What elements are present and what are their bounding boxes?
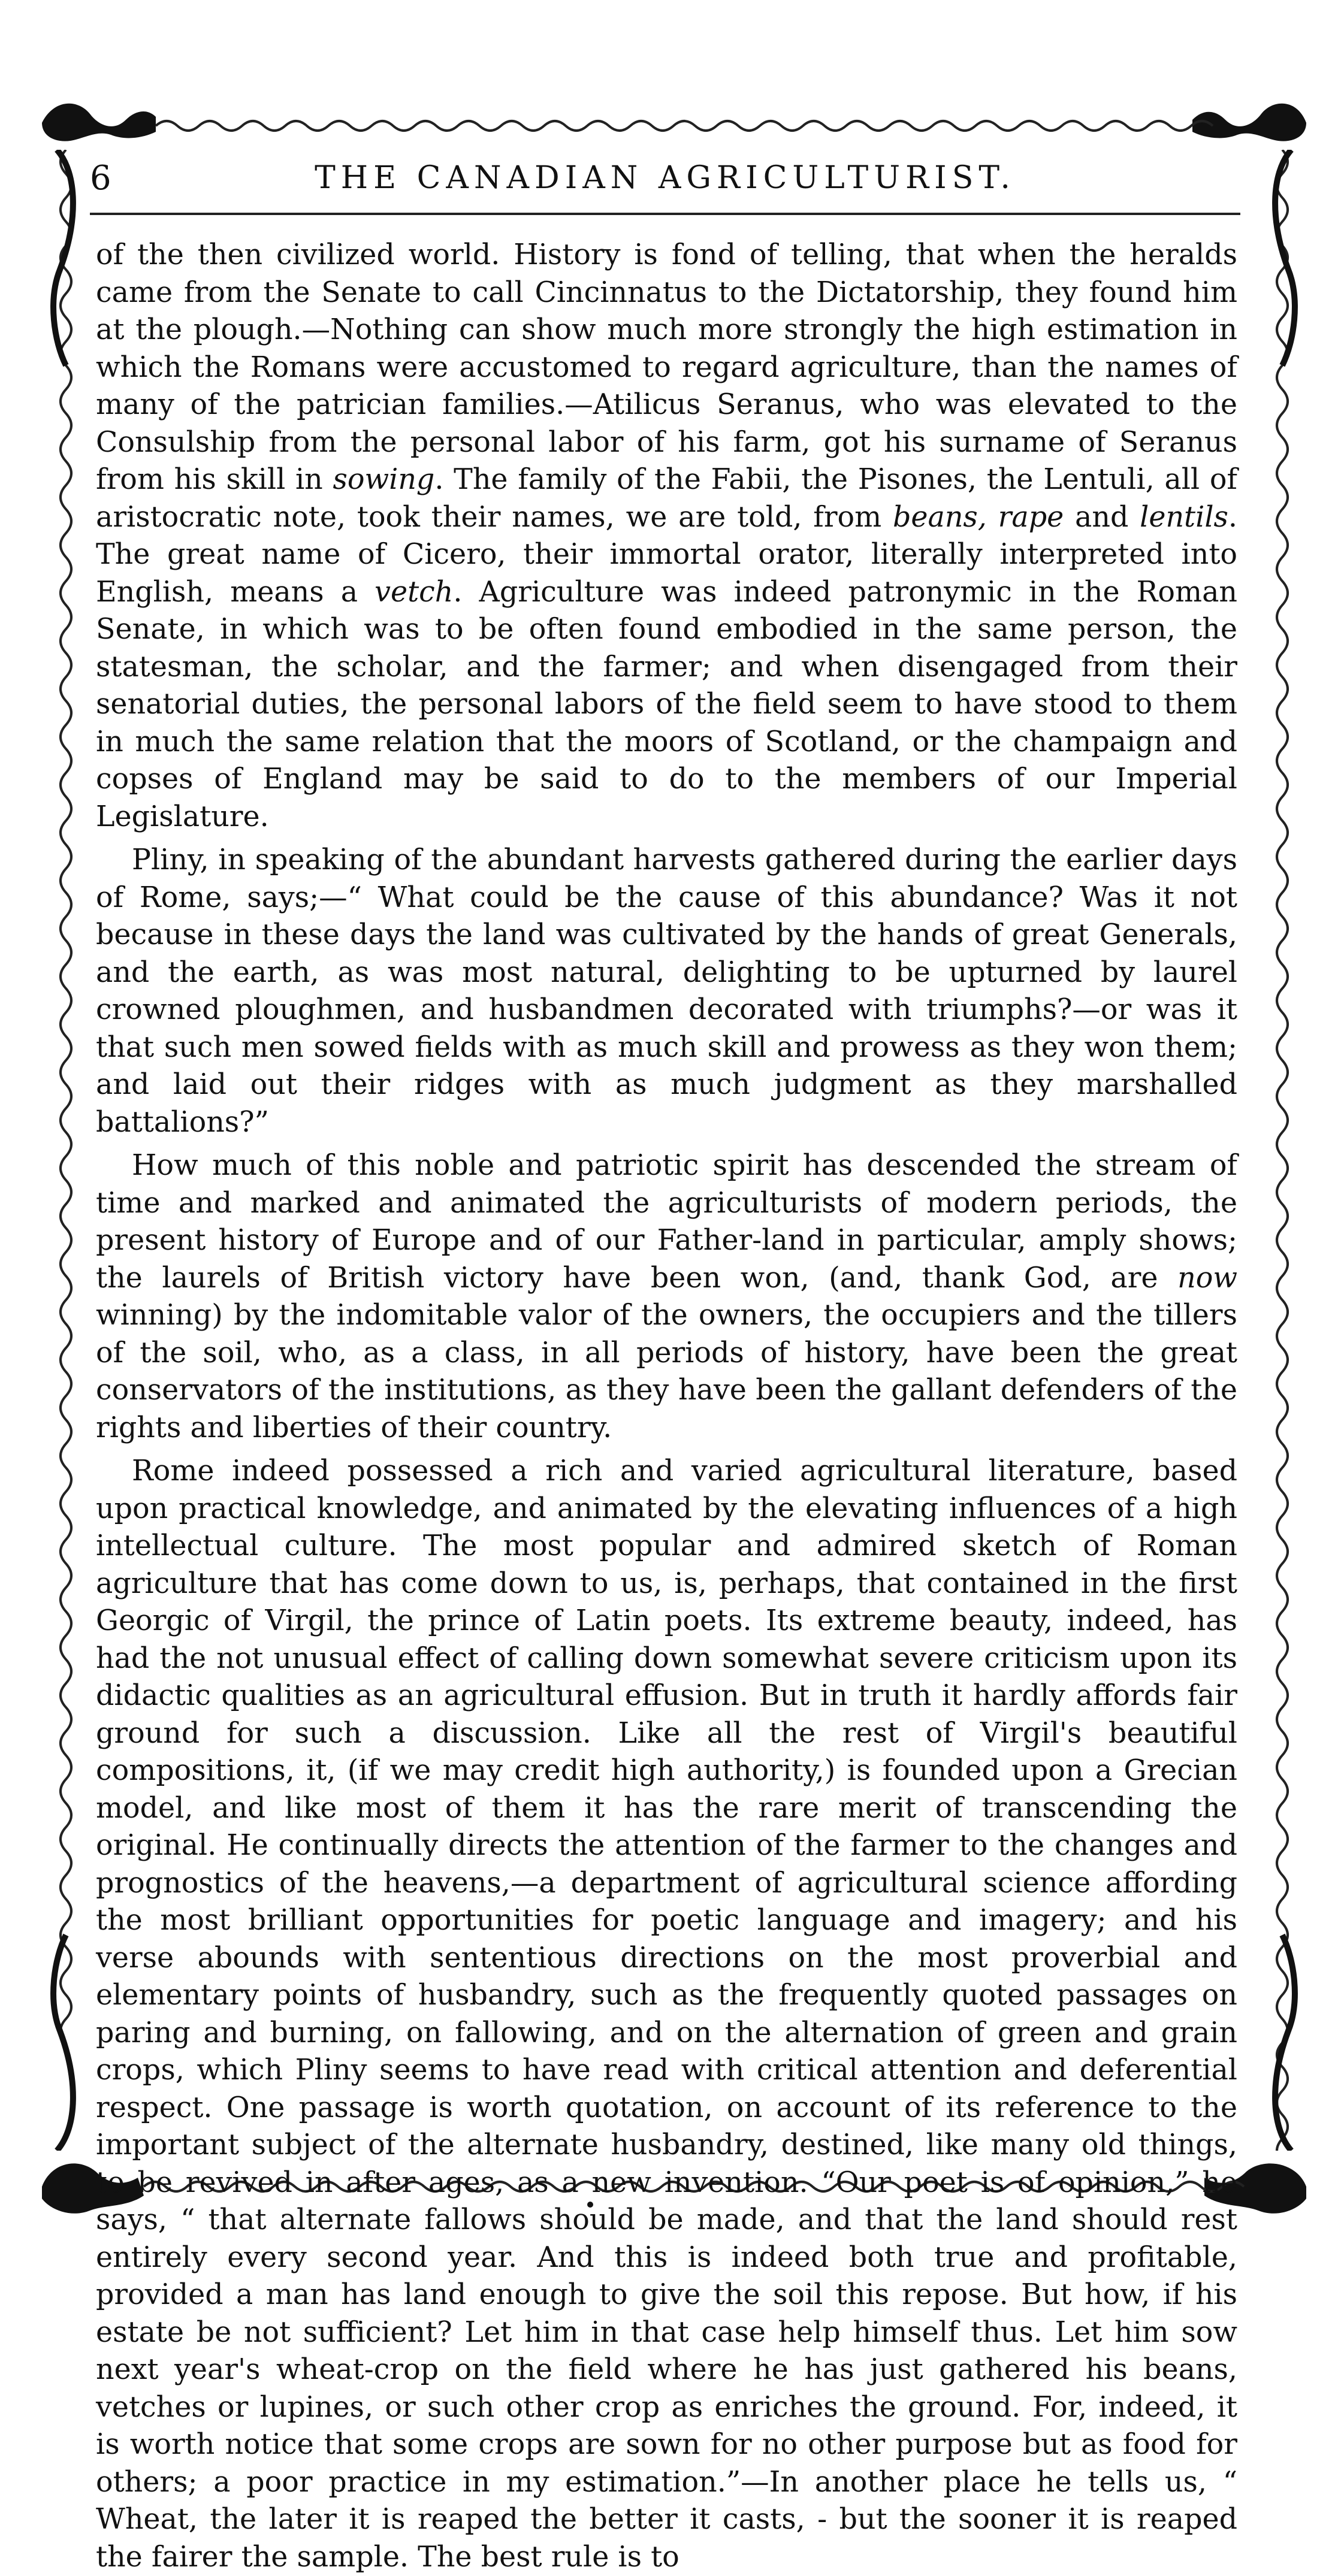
italic-text: sowing	[333, 463, 435, 496]
paragraph	[96, 237, 1237, 836]
italic-text: lentils	[1140, 500, 1228, 534]
page-number: 6	[90, 159, 111, 198]
text-run: and	[1064, 500, 1140, 534]
paragraph	[96, 1453, 1237, 2576]
italic-text: vetch	[374, 575, 454, 609]
text-run: winning) by the indomitable valor of the owners, the occupiers and the tillers of the soil, who, as a class, in all periods of history, have been the great conservators of the institutions, as they have been the gallant defenders of the rights and liberties of their country.	[96, 1299, 1237, 1444]
running-title: THE CANADIAN AGRICULTURIST.	[315, 160, 1016, 196]
ornamental-border-left	[42, 150, 90, 2151]
ornamental-border-right	[1258, 150, 1306, 2151]
italic-text: beans, rape	[892, 500, 1064, 534]
text-run: of the then civilized world. History is fond of telling, that when the heralds came from the Senate to call Cincinnatus to the Dictatorship, they found him at the plough.—Nothing can show much more strongly the high estimation in which the Romans were accustomed to regard agriculture, than the names of many of the patrician families.—Atilicus Seranus, who was elevated to the Consulship from the personal labor of his farm, got his surname of Seranus from his skill in	[96, 238, 1237, 496]
text-run: . The great name of Cicero, their immortal orator, literally interpreted into English, means a	[96, 500, 1238, 609]
paragraph	[96, 842, 1237, 1141]
page-header	[84, 153, 1246, 207]
article-body	[96, 237, 1237, 2576]
header-rule	[90, 213, 1240, 215]
ornamental-border-top	[42, 96, 1306, 150]
text-run: How much of this noble and patriotic spirit has descended the stream of time and marked and animated the agriculturists of modern periods, the present history of Europe and of our Father-land in particular, amply shows; the laurels of British victory have been won, (and, thank God, are	[96, 1149, 1237, 1295]
text-run: . Agriculture was indeed patronymic in the Roman Senate, in which was to be often found embodied in the same person, the statesman, the scholar, and the farmer; and when disengaged from their senatorial duties, the personal labors of the field seem to have stood to them in much the same relation that the moors of Scotland, or the champaign and copses of England may be said to do to the members of our Imperial Legislature.	[96, 575, 1237, 833]
italic-text: now	[1177, 1261, 1237, 1295]
text-run: . The family of the Fabii, the Pisones, the Lentuli, all of aristocratic note, took their names, we are told, from	[96, 463, 1237, 534]
text-run: Rome indeed possessed a rich and varied agricultural literature, based upon practical knowledge, and animated by the elevating influences of a high intellectual culture. The most popular and admired sketch of Roman agriculture that has come down to us, is, perhaps, that contained in the first Georgic of Virgil, the prince of Latin poets. Its extreme beauty, indeed, has had the not unusual effect of calling down somewhat severe criticism upon its didactic qualities as an agricultural effusion. But in truth it hardly affords fair ground for such a discussion. Like all the rest of Virgil's beautiful compositions, it, (if we may credit high authority,) is founded upon a Grecian model, and like most of them it has the rare merit of transcending the original. He continually directs the attention of the farmer to the changes and prognostics of the heavens,—a department of agricultural science affording the most brilliant opportunities for poetic language and imagery; and his verse abounds with sententious directions on the most proverbial and elementary points of husbandry, such as the frequently quoted passages on paring and burning, on fallowing, and on the alternation of green and grain crops, which Pliny seems to have read with critical attention and deferential respect. One passage is worth quotation, on account of its reference to the important subject of the alternate husbandry, destined, like many old things, to be revived in after ages, as a new invention. “Our poet is of opinion,” he says, “ that alternate fallows should be made, and that the land should rest entirely every second year. And this is indeed both true and profitable, provided a man has land enough to give the soil this repose. But how, if his estate be not sufficient? Let him in that case help himself thus. Let him sow next year's wheat-crop on the field where he has just gathered his beans, vetches or lupines, or such other crop as enriches the ground. For, indeed, it is worth notice that some crops are sown for no other purpose but as food for others; a poor practice in my estimation.”—In another place he tells us, “ Wheat, the later it is reaped the better it casts, - but the sooner it is reaped the fairer the sample. The best rule is to	[96, 1455, 1237, 2574]
paragraph	[96, 1147, 1237, 1447]
text-run: Pliny, in speaking of the abundant harvests gathered during the earlier days of Rome, says;—“ What could be the cause of this abundance? Was it not because in these days the land was cultivated by the hands of great Generals, and the earth, as was most natural, delighting to be upturned by laurel crowned ploughmen, and husbandmen decorated with triumphs?—or was it that such men sowed fields with as much skill and prowess as they won them; and laid out their ridges with as much judgment as they marshalled battalions?”	[96, 843, 1237, 1139]
